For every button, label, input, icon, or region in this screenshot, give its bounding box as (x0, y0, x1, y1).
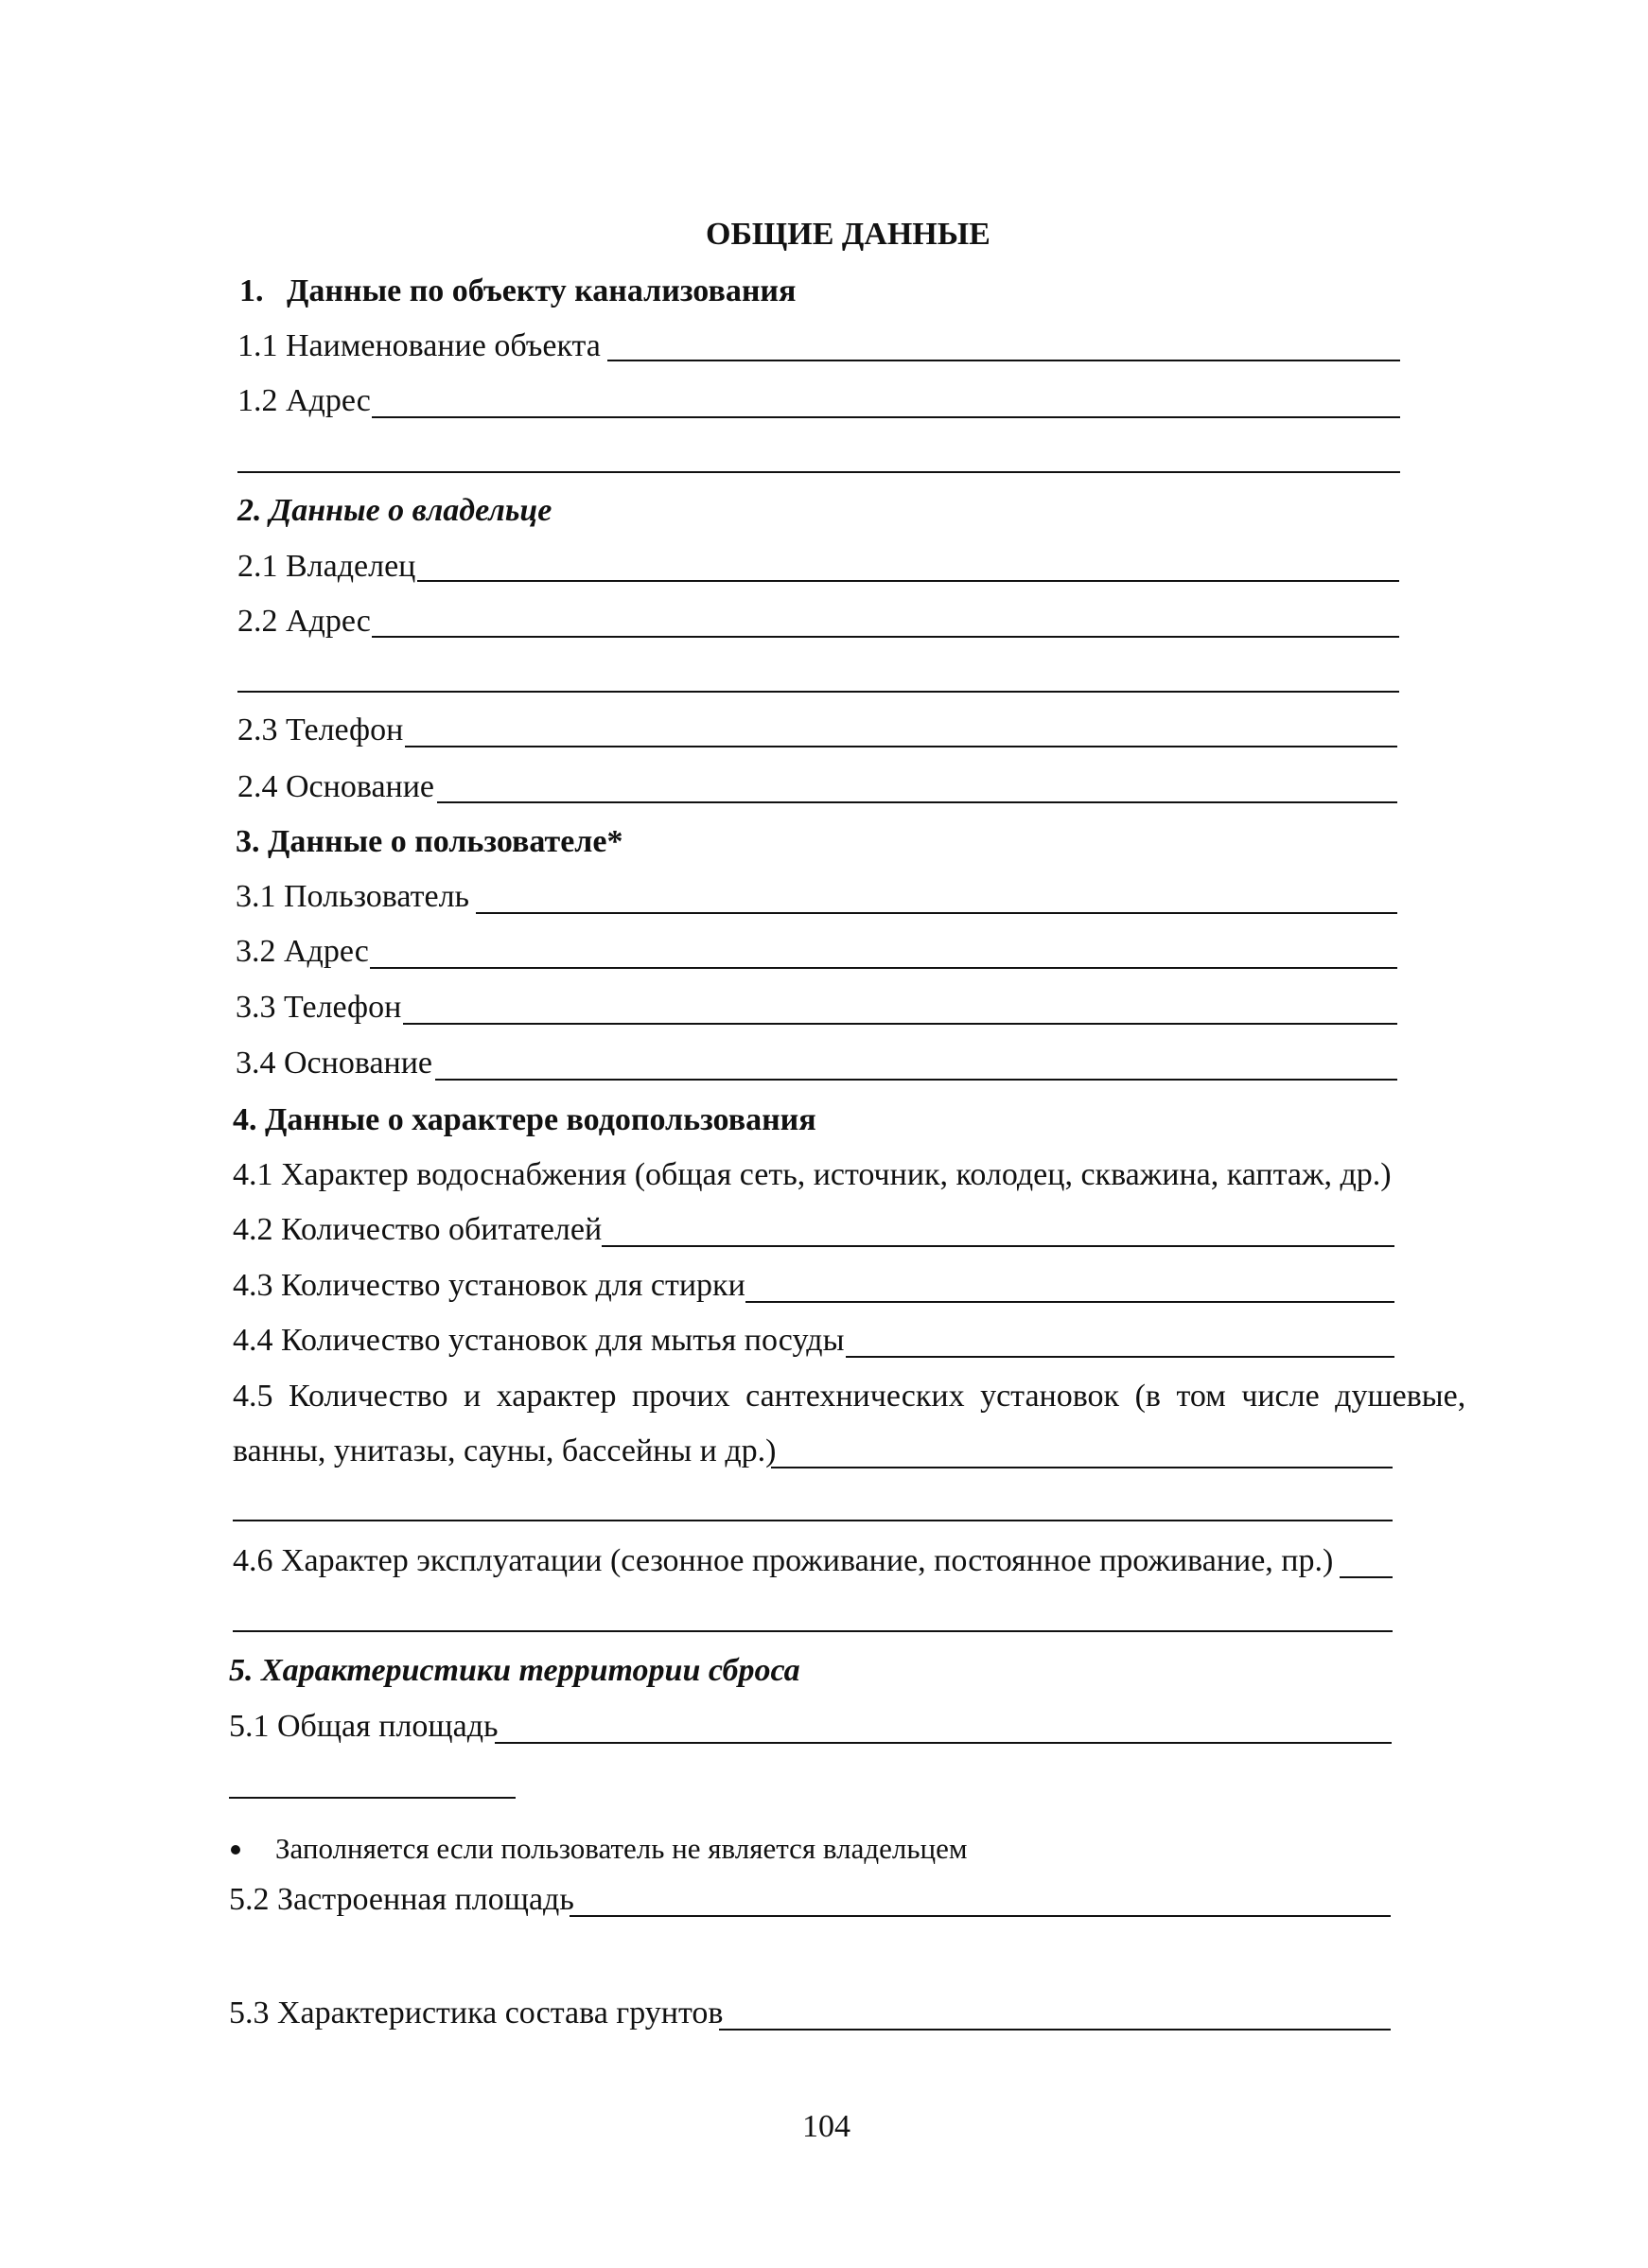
field-label-user-phone: 3.3 Телефон (236, 990, 402, 1025)
field-operation-type-line[interactable] (1340, 1576, 1393, 1578)
section-1-heading: Данные по объекту канализования (287, 273, 797, 308)
field-label-user-address: 3.2 Адрес (236, 934, 369, 969)
field-owner-address-line[interactable] (372, 636, 1399, 638)
field-owner-basis-line[interactable] (437, 801, 1397, 803)
field-label-other-fixtures-cont: ванны, унитазы, сауны, бассейны и др.) (233, 1433, 777, 1468)
field-label-total-area: 5.1 Общая площадь (229, 1709, 499, 1744)
field-user-basis-line[interactable] (435, 1079, 1397, 1081)
section-4-heading: 4. Данные о характере водопользования (233, 1102, 816, 1137)
field-owner-address-line-2[interactable] (237, 691, 1399, 693)
field-other-fixtures-line[interactable] (771, 1467, 1393, 1468)
field-other-fixtures-line-2[interactable] (233, 1520, 1393, 1521)
field-label-user: 3.1 Пользователь (236, 879, 470, 914)
page-title: ОБЩИЕ ДАННЫЕ (706, 217, 991, 252)
footnote-text: Заполняется если пользователь не является владельцем (275, 1832, 968, 1865)
field-label-owner: 2.1 Владелец (237, 549, 416, 584)
field-washing-units-line[interactable] (745, 1301, 1394, 1303)
section-2-heading: 2. Данные о владельце (237, 493, 552, 528)
field-label-other-fixtures: 4.5 Количество и характер прочих сантехнических установок (в том числе душевые, (233, 1379, 1466, 1414)
field-total-area-line[interactable] (495, 1742, 1392, 1744)
field-label-washing-units: 4.3 Количество установок для стирки (233, 1268, 745, 1303)
section-5-heading: 5. Характеристики территории сброса (229, 1653, 800, 1688)
footnote-separator (229, 1797, 516, 1799)
field-label-operation-type: 4.6 Характер эксплуатации (сезонное проживание, постоянное проживание, пр.) (233, 1543, 1334, 1578)
field-label-residents-count: 4.2 Количество обитателей (233, 1212, 603, 1247)
field-owner-phone-line[interactable] (405, 746, 1397, 747)
field-user-line[interactable] (476, 912, 1397, 914)
field-built-area-line[interactable] (570, 1915, 1391, 1917)
field-user-address-line[interactable] (370, 967, 1397, 969)
section-3-heading: 3. Данные о пользователе* (236, 824, 623, 859)
field-dishwashing-units-line[interactable] (846, 1356, 1394, 1358)
field-label-object-address: 1.2 Адрес (237, 383, 371, 418)
field-user-phone-line[interactable] (403, 1023, 1397, 1025)
field-object-address-line[interactable] (372, 416, 1400, 418)
field-label-owner-address: 2.2 Адрес (237, 604, 371, 639)
field-soil-composition-line[interactable] (719, 2029, 1391, 2031)
field-label-built-area: 5.2 Застроенная площадь (229, 1882, 574, 1917)
field-residents-count-line[interactable] (602, 1245, 1394, 1247)
section-1-number: 1. (239, 273, 264, 308)
field-operation-type-line-2[interactable] (233, 1630, 1393, 1632)
field-label-user-basis: 3.4 Основание (236, 1046, 433, 1081)
field-owner-line[interactable] (417, 580, 1399, 582)
field-object-name-line[interactable] (607, 360, 1400, 361)
field-label-owner-basis: 2.4 Основание (237, 769, 435, 804)
page-number: 104 (802, 2109, 850, 2144)
field-label-soil-composition: 5.3 Характеристика состава грунтов (229, 1995, 724, 2031)
field-label-dishwashing-units: 4.4 Количество установок для мытья посуды (233, 1323, 845, 1358)
footnote-bullet (231, 1845, 240, 1855)
field-label-object-name: 1.1 Наименование объекта (237, 328, 601, 363)
field-object-address-line-2[interactable] (237, 471, 1400, 473)
field-label-water-supply-type: 4.1 Характер водоснабжения (общая сеть, источник, колодец, скважина, каптаж, др.) (233, 1157, 1392, 1192)
field-label-owner-phone: 2.3 Телефон (237, 712, 404, 747)
